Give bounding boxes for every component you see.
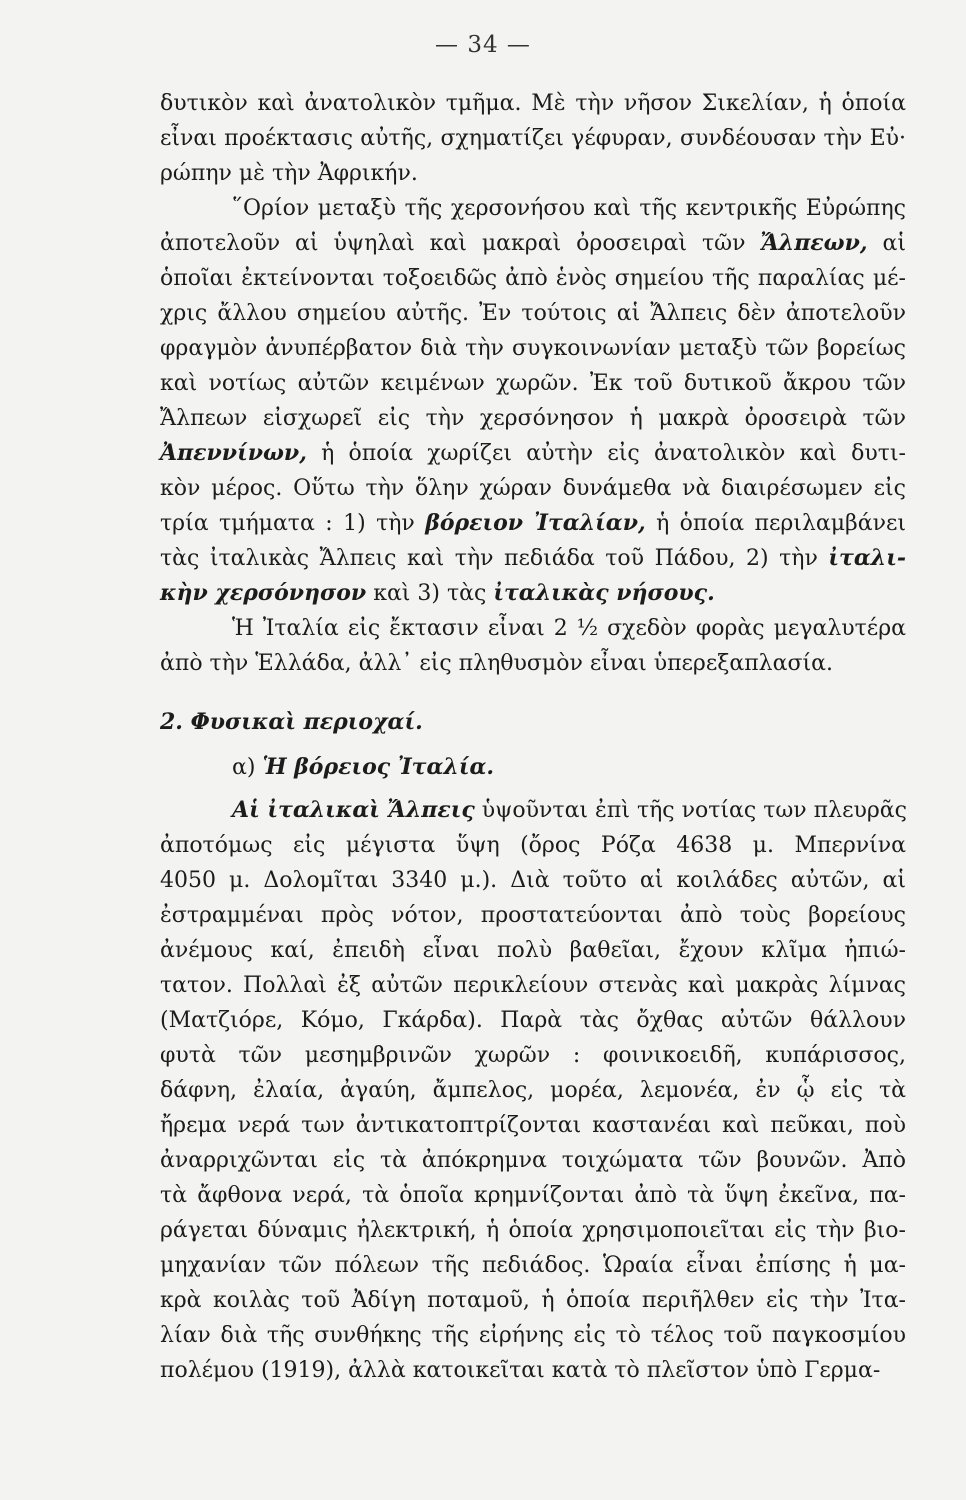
text-line xyxy=(160,646,906,681)
text-run: φυτὰ τῶν μεσημβρινῶν χωρῶν : φοινικοειδῆ, κυπάρισσος, xyxy=(160,1043,906,1068)
text-line xyxy=(160,611,906,646)
text-line xyxy=(160,331,906,366)
text-run: ἀνέμους καί, ἐπειδὴ εἶναι πολὺ βαθεῖαι, ἔχουν κλῖμα ἠπιώ- xyxy=(160,938,906,963)
text-block-alps xyxy=(160,793,906,1388)
text-line xyxy=(160,1353,906,1388)
text-run: καὶ νοτίως αὐτῶν κειμένων χωρῶν. Ἐκ τοῦ δυτικοῦ ἄκρου τῶν xyxy=(160,371,906,396)
text-run: φραγμὸν ἀνυπέρβατον διὰ τὴν συγκοινωνίαν μεταξὺ τῶν βορείως xyxy=(160,336,906,361)
text-line xyxy=(160,471,906,506)
text-run: ράγεται δύναμις ἠλεκτρική, ἡ ὁποία χρησιμοποιεῖται εἰς τὴν βιο- xyxy=(160,1218,906,1243)
paragraph xyxy=(160,86,906,191)
text-line xyxy=(160,1248,906,1283)
text-run: τὰ ἄφθονα νερά, τὰ ὁποῖα κρημνίζονται ἀπὸ τὰ ὕψη ἐκεῖνα, πα- xyxy=(160,1183,906,1208)
text-run: καὶ 3) τὰς xyxy=(366,581,494,606)
text-line xyxy=(160,121,906,156)
emphasis-text: ἰταλικὰς νήσους. xyxy=(493,580,715,606)
text-run: ἡ ὁποία χωρίζει αὐτὴν εἰς ἀνατολικὸν καὶ δυτι- xyxy=(306,441,906,466)
text-line xyxy=(160,296,906,331)
text-run: εἶναι προέκτασις αὐτῆς, σχηματίζει γέφυραν, συνδέουσαν τὴν Εὐ· xyxy=(160,126,906,151)
text-line xyxy=(160,1178,906,1213)
text-run: τρία τμήματα : 1) τὴν xyxy=(160,511,426,536)
text-run: κὸν μέρος. Οὕτω τὴν ὅλην χώραν δυνάμεθα νὰ διαιρέσωμεν εἰς xyxy=(160,476,906,501)
text-line xyxy=(160,401,906,436)
text-line xyxy=(160,1318,906,1353)
paragraph xyxy=(160,191,906,611)
text-line xyxy=(160,156,906,191)
text-line xyxy=(160,506,906,541)
text-line xyxy=(160,576,906,611)
text-line xyxy=(160,828,906,863)
text-run: ἐστραμμέναι πρὸς νότον, προστατεύονται ἀπὸ τοὺς βορείους xyxy=(160,903,906,928)
text-line xyxy=(160,1108,906,1143)
subsection-title: Ἡ βόρειος Ἰταλία. xyxy=(262,754,495,780)
text-run: ὁποῖαι ἐκτείνονται τοξοειδῶς ἀπὸ ἑνὸς σημείου τῆς παραλίας μέ- xyxy=(160,266,906,291)
text-line xyxy=(160,366,906,401)
text-line xyxy=(160,863,906,898)
text-run: δυτικὸν καὶ ἀνατολικὸν τμῆμα. Μὲ τὴν νῆσον Σικελίαν, ἡ ὁποία xyxy=(160,91,906,116)
text-line xyxy=(160,436,906,471)
emphasis-text: κὴν χερσόνησον xyxy=(160,580,367,606)
text-run: δάφνη, ἐλαία, ἀγαύη, ἄμπελος, μορέα, λεμονέα, ἐν ᾧ εἰς τὰ xyxy=(160,1078,906,1103)
paragraph xyxy=(160,793,906,1388)
text-run: ρώπην μὲ τὴν Ἀφρικήν. xyxy=(160,161,418,186)
text-run: μηχανίαν τῶν πόλεων τῆς πεδιάδος. Ὡραία εἶναι ἐπίσης ἡ μα- xyxy=(160,1253,906,1278)
text-line xyxy=(160,898,906,933)
subsection-heading xyxy=(160,749,906,785)
text-run: αἱ xyxy=(867,231,906,256)
text-line xyxy=(160,226,906,261)
text-block-intro xyxy=(160,86,906,681)
text-run: ἀποτόμως εἰς μέγιστα ὕψη (ὄρος Ρόζα 4638 μ. Μπερνίνα xyxy=(160,833,906,858)
section-heading: 2. Φυσικαὶ περιοχαί. xyxy=(160,709,423,735)
page-content xyxy=(160,86,906,1388)
page-number: — 34 — xyxy=(435,32,531,58)
emphasis-text: Αἱ ἰταλικαὶ Ἄλπεις xyxy=(232,797,475,823)
text-run: τατον. Πολλαὶ ἐξ αὐτῶν περικλείουν στενὰς καὶ μακρὰς λίμνας xyxy=(160,973,906,998)
text-line xyxy=(160,1213,906,1248)
text-run: χρις ἄλλου σημείου αὐτῆς. Ἐν τούτοις αἱ Ἄλπεις δὲν ἀποτελοῦν xyxy=(160,301,906,326)
text-run: ἡ ὁποία περιλαμβάνει xyxy=(645,511,906,536)
paragraph xyxy=(160,611,906,681)
text-line xyxy=(160,968,906,1003)
text-line xyxy=(160,1003,906,1038)
text-run: Ἄλπεων εἰσχωρεῖ εἰς τὴν χερσόνησον ἡ μακρὰ ὀροσειρὰ τῶν xyxy=(160,406,906,431)
text-run: ἀπὸ τὴν Ἑλλάδα, ἀλλ᾽ εἰς πληθυσμὸν εἶναι ὑπερεξαπλασία. xyxy=(160,651,833,676)
text-line xyxy=(160,1038,906,1073)
emphasis-text: Ἄλπεων, xyxy=(760,230,868,256)
text-line xyxy=(160,86,906,121)
text-line xyxy=(160,1143,906,1178)
text-run: κρὰ κοιλὰς τοῦ Ἀδίγη ποταμοῦ, ἡ ὁποία περιῆλθεν εἰς τὴν Ἰτα- xyxy=(160,1288,906,1313)
text-run: (Ματζιόρε, Κόμο, Γκάρδα). Παρὰ τὰς ὄχθας αὐτῶν θάλλουν xyxy=(160,1008,906,1033)
emphasis-text: βόρειον Ἰταλίαν, xyxy=(425,510,646,536)
text-run: ἀναρριχῶνται εἰς τὰ ἀπόκρημνα τοιχώματα τῶν βουνῶν. Ἀπὸ xyxy=(160,1148,906,1173)
emphasis-text: ἰταλι- xyxy=(828,545,906,571)
text-line xyxy=(160,191,906,226)
text-line xyxy=(160,1283,906,1318)
text-run: ὑψοῦνται ἐπὶ τῆς νοτίας των πλευρᾶς xyxy=(474,798,907,823)
text-run: λίαν διὰ τῆς συνθήκης τῆς εἰρήνης εἰς τὸ τέλος τοῦ παγκοσμίου xyxy=(160,1323,906,1348)
text-line xyxy=(160,1073,906,1108)
text-line xyxy=(160,261,906,296)
text-run: Ἡ Ἰταλία εἰς ἔκτασιν εἶναι 2 ½ σχεδὸν φορὰς μεγαλυτέρα xyxy=(232,616,906,641)
text-line xyxy=(160,933,906,968)
emphasis-text: Ἀπεννίνων, xyxy=(160,440,307,466)
text-line xyxy=(160,541,906,576)
text-run: ῞Ορίον μεταξὺ τῆς χερσονήσου καὶ τῆς κεντρικῆς Εὐρώπης xyxy=(232,196,906,221)
text-line xyxy=(160,793,906,828)
text-run: πολέμου (1919), ἀλλὰ κατοικεῖται κατὰ τὸ πλεῖστον ὑπὸ Γερμα- xyxy=(160,1358,881,1383)
text-run: τὰς ἰταλικὰς Ἄλπεις καὶ τὴν πεδιάδα τοῦ Πάδου, 2) τὴν xyxy=(160,546,829,571)
text-run: ἀποτελοῦν αἱ ὑψηλαὶ καὶ μακραὶ ὀροσειραὶ τῶν xyxy=(160,231,761,256)
text-run: ἤρεμα νερά των ἀντικατοπτρίζονται καστανέαι καὶ πεῦκαι, ποὺ xyxy=(160,1113,906,1138)
subsection-prefix: α) xyxy=(232,755,263,780)
text-run: 4050 μ. Δολομῖται 3340 μ.). Διὰ τοῦτο αἱ κοιλάδες αὐτῶν, αἱ xyxy=(160,868,906,893)
